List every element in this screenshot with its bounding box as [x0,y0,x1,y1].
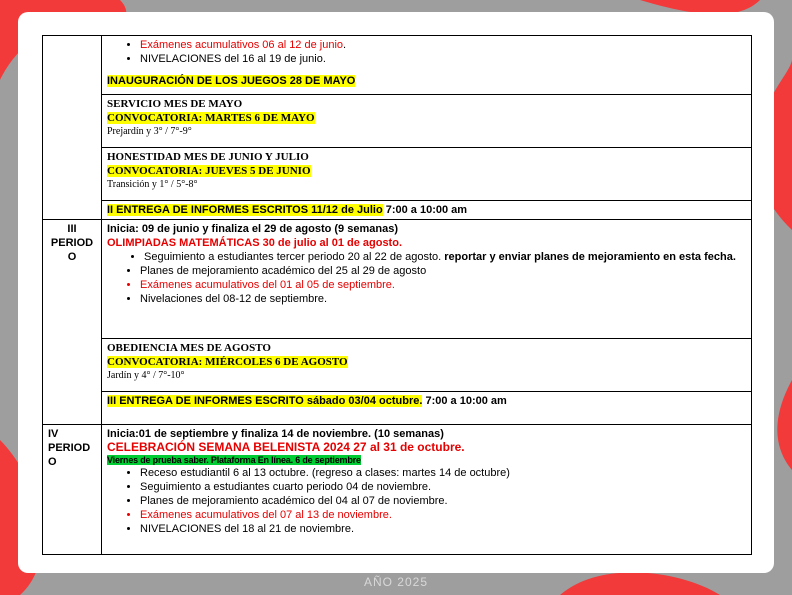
list-item: • Planes de mejoramiento académico del 04 al 07 de noviembre. [140,494,746,508]
period-iv-details [102,425,752,555]
list-item: • NIVELACIONES del 16 al 19 de junio. [140,52,746,66]
games-highlight: INAUGURACIÓN DE LOS JUEGOS 28 DE MAYO [107,75,356,87]
list-item: • NIVELACIONES del 18 al 21 de noviembre. [140,522,746,536]
period-label-iv: IV PERIOD O [43,425,102,555]
value-title: HONESTIDAD MES DE JUNIO Y JULIO [107,151,309,163]
groups-text: Transición y 1° / 5°-8° [107,179,198,190]
list-item: • Seguimiento a estudiantes cuarto periodo 04 de noviembre. [140,480,746,494]
table-row [43,36,752,95]
value-title: OBEDIENCIA MES DE AGOSTO [107,342,271,354]
groups-text: Prejardín y 3° / 7°-9° [107,126,192,137]
call-date: CONVOCATORIA: JUEVES 5 DE JUNIO [107,165,311,177]
list-item: • Exámenes acumulativos 06 al 12 de junio. [140,38,746,52]
list-item: • Nivelaciones del 08-12 de septiembre. [140,292,746,306]
groups-text: Jardín y 4° / 7°-10° [107,370,185,381]
value-title: SERVICIO MES DE MAYO [107,98,243,110]
period-cell-empty [43,36,102,220]
call-date: CONVOCATORIA: MARTES 6 DE MAYO [107,112,315,124]
report-time: 7:00 a 10:00 am [382,204,468,216]
event-title: CELEBRACIÓN SEMANA BELENISTA 2024 27 al 31 de octubre. [107,440,465,454]
value-cell-honesty [102,148,752,201]
period-dates: Inicia:01 de septiembre y finaliza 14 de noviembre. (10 semanas) [107,428,444,440]
report-delivery-cell [102,201,752,220]
footer-year: AÑO 2025 [363,575,429,589]
value-cell-service [102,95,752,148]
list-item: • Seguimiento a estudiantes tercer periodo 20 al 22 de agosto. reportar y enviar planes de mejoramiento en esta fecha. [144,250,746,264]
report-time: 7:00 a 10:00 am [422,395,507,407]
list-item: • Exámenes acumulativos del 01 al 05 de septiembre. [140,278,746,292]
list-item: • Planes de mejoramiento académico del 25 al 29 de agosto [140,264,746,278]
list-item: • Exámenes acumulativos del 07 al 13 de noviembre. [140,508,746,522]
saber-test-highlight: Viernes de prueba saber. Plataforma En línea. 6 de septiembre [107,455,361,465]
table-row [43,425,752,555]
table-row [43,392,752,425]
value-cell-obedience [102,339,752,392]
event-title: OLIMPIADAS MATEMÁTICAS 30 de julio al 01 de agosto. [107,237,402,249]
list-item: • Receso estudiantil 6 al 13 octubre. (regreso a clases: martes 14 de octubre) [140,466,746,480]
table-row [43,148,752,201]
report-highlight: III ENTREGA DE INFORMES ESCRITO sábado 03/04 octubre. [107,395,423,407]
table-row [43,95,752,148]
report-highlight: II ENTREGA DE INFORMES ESCRITOS 11/12 de Julio [107,204,383,216]
table-row [43,201,752,220]
report-delivery-cell [102,392,752,425]
schedule-table [42,35,752,555]
table-row [43,220,752,339]
table-row [43,339,752,392]
exam-info-cell [102,36,752,95]
period-label-iii: III PERIOD O [43,220,102,425]
call-date: CONVOCATORIA: MIÉRCOLES 6 DE AGOSTO [107,356,348,368]
period-dates: Inicia: 09 de junio y finaliza el 29 de agosto (9 semanas) [107,223,398,235]
period-iii-details [102,220,752,339]
